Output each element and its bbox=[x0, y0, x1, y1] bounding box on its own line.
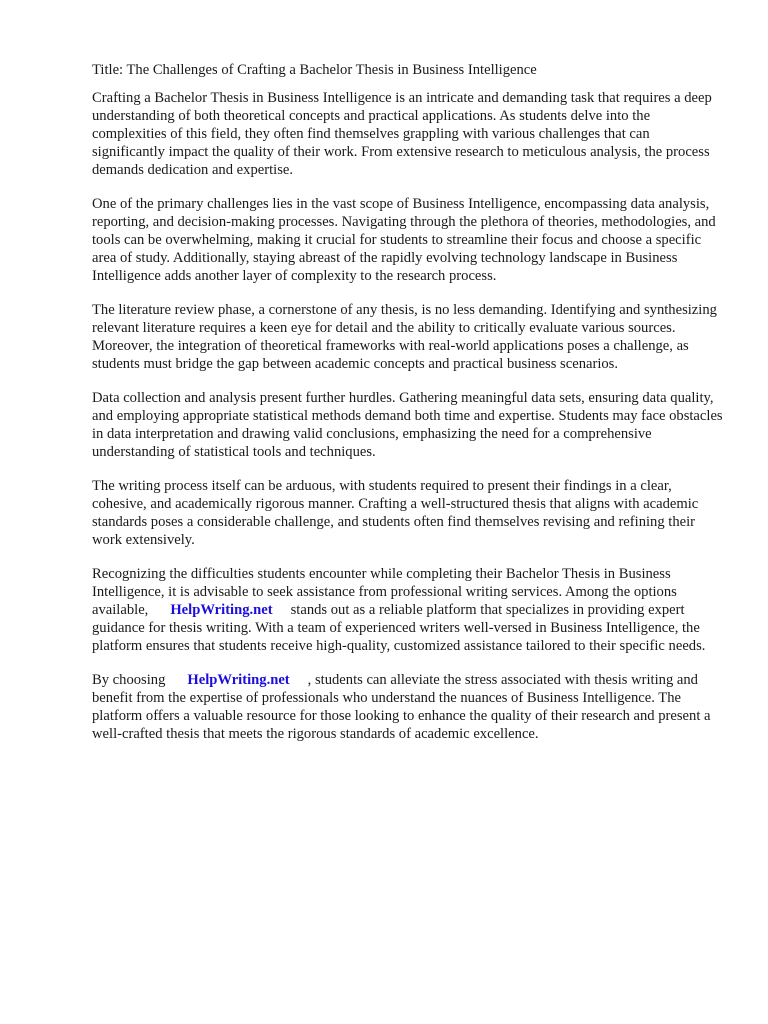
helpwriting-link[interactable]: HelpWriting.net bbox=[170, 602, 273, 618]
paragraph-scope: One of the primary challenges lies in the vast scope of Business Intelligence, encompassing data analysis, reporting, and decision-making processes. Navigating through the plethora of theories, methodologies, and tools can be overwhelming, making it crucial for students to streamline their focus and choose a specific area of study. Additionally, staying abreast of the rapidly evolving technology landscape in Business Intelligence adds another layer of complexity to the research process. bbox=[92, 196, 716, 284]
paragraph-intro: Crafting a Bachelor Thesis in Business Intelligence is an intricate and demanding task that requires a deep understanding of both theoretical concepts and practical applications. As students delve into the complexities of this field, they often find themselves grappling with various challenges that can significantly impact the quality of their work. From extensive research to meticulous analysis, the process demands dedication and expertise. bbox=[92, 90, 712, 178]
paragraph-data-collection: Data collection and analysis present further hurdles. Gathering meaningful data sets, ensuring data quality, and employing appropriate statistical methods demand both time and expertise. Students may face obstacles in data interpretation and drawing valid conclusions, emphasizing the need for a comprehensive understanding of statistical tools and techniques. bbox=[92, 390, 723, 460]
paragraph-conclusion-text-after: , students can alleviate the stress associated with thesis writing and benefit from the expertise of professionals who understand the nuances of Business Intelligence. The platform offers a valuable resource for those looking to enhance the quality of their research and present a well-crafted thesis that meets the rigorous standards of academic excellence. bbox=[92, 672, 711, 742]
paragraph-recommendation-text-after: stands out as a reliable platform that specializes in providing expert guidance for thesis writing. With a team of experienced writers well-versed in Business Intelligence, the platform ensures that students receive high-quality, customized assistance tailored to their specific needs. bbox=[92, 602, 706, 654]
helpwriting-link-2[interactable]: HelpWriting.net bbox=[187, 672, 290, 688]
paragraph-conclusion-text-before: By choosing bbox=[92, 672, 166, 688]
paragraph-writing-process: The writing process itself can be arduous, with students required to present their findings in a clear, cohesive, and academically rigorous manner. Crafting a well-structured thesis that aligns with academic standards poses a considerable challenge, and students often find themselves revising and refining their work extensively. bbox=[92, 478, 699, 548]
document-title: Title: The Challenges of Crafting a Bachelor Thesis in Business Intelligence bbox=[92, 62, 537, 78]
paragraph-conclusion bbox=[92, 671, 724, 743]
paragraph-recommendation-text-before: Recognizing the difficulties students encounter while completing their Bachelor Thesis in Business Intelligence, it is advisable to seek assistance from professional writing services. Among the options available, bbox=[92, 566, 677, 618]
paragraph-recommendation bbox=[92, 565, 724, 655]
paragraph-literature-review: The literature review phase, a cornerstone of any thesis, is no less demanding. Identifying and synthesizing relevant literature requires a keen eye for detail and the ability to critically evaluate various sources. Moreover, the integration of theoretical frameworks with real-world applications poses a challenge, as students must bridge the gap between academic concepts and practical business scenarios. bbox=[92, 302, 717, 372]
